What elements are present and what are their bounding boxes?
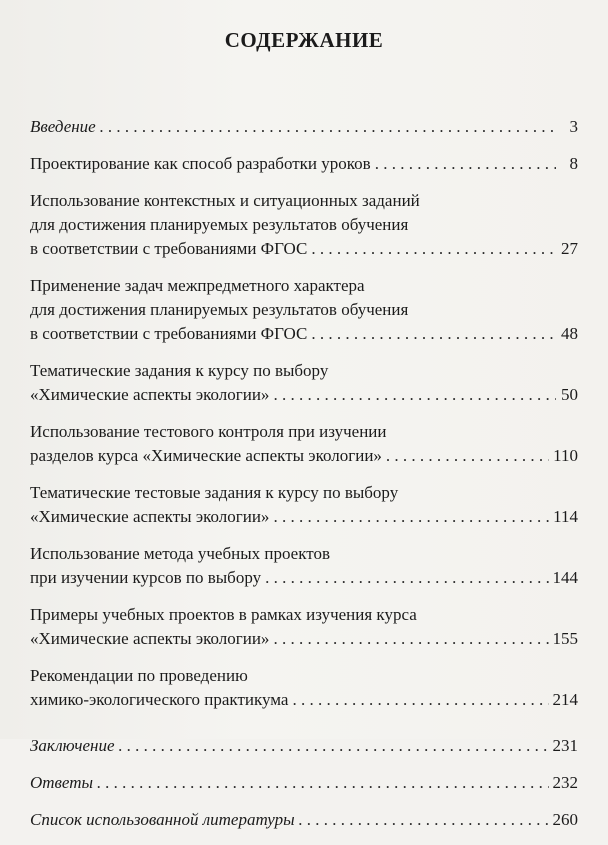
dot-leader — [273, 627, 548, 651]
toc-entry-last-line — [30, 237, 578, 261]
toc-entry — [30, 664, 578, 712]
toc-entry-line: Использование тестового контроля при изучении — [30, 422, 387, 441]
dot-leader — [311, 322, 556, 346]
toc-entry-title: в соответствии с требованиями ФГОС — [30, 324, 308, 343]
toc-entry-line: Тематические задания к курсу по выбору — [30, 361, 329, 380]
toc-entry-line: для достижения планируемых результатов обучения — [30, 300, 409, 319]
toc-page-number: 231 — [552, 736, 578, 755]
toc-entry — [30, 603, 578, 651]
toc-entry — [30, 189, 578, 261]
toc-page-number: 27 — [561, 239, 578, 258]
toc-entry-title: Заключение — [30, 736, 115, 755]
toc-entry-title: при изучении курсов по выбору — [30, 568, 262, 587]
dot-leader — [265, 566, 548, 590]
dot-leader — [273, 383, 556, 407]
toc-entry-line: Тематические тестовые задания к курсу по выбору — [30, 483, 399, 502]
toc-page-number: 232 — [552, 773, 578, 792]
toc-page-number: 114 — [553, 507, 578, 526]
table-of-contents — [30, 115, 578, 845]
page-title: СОДЕРЖАНИЕ — [224, 28, 384, 52]
toc-entry-last-line — [30, 808, 578, 832]
toc-entry-title: Введение — [30, 117, 96, 136]
toc-entry-title: Ответы — [30, 773, 94, 792]
dot-leader — [292, 688, 548, 712]
toc-entry-title: «Химические аспекты экологии» — [30, 629, 270, 648]
toc-page-number: 48 — [561, 324, 578, 343]
toc-entry-line: Применение задач межпредметного характера — [30, 276, 365, 295]
toc-entry-last-line — [30, 322, 578, 346]
toc-entry — [30, 808, 578, 832]
toc-entry-title: «Химические аспекты экологии» — [30, 385, 270, 404]
toc-entry-line: Использование метода учебных проектов — [30, 544, 330, 563]
toc-page-number: 155 — [552, 629, 578, 648]
toc-entry-last-line — [30, 383, 578, 407]
toc-entry-title: разделов курса «Химические аспекты экологии» — [30, 446, 382, 465]
toc-entry-title: Список использованной литературы — [30, 810, 295, 829]
toc-page-number: 3 — [569, 117, 578, 136]
toc-entry-last-line — [30, 152, 578, 176]
toc-entry-title: «Химические аспекты экологии» — [30, 507, 270, 526]
dot-leader — [273, 505, 549, 529]
toc-entry — [30, 771, 578, 795]
toc-entry-last-line — [30, 771, 578, 795]
dot-leader — [100, 115, 556, 139]
toc-page-number: 110 — [553, 446, 578, 465]
dot-leader — [299, 808, 549, 832]
toc-page-number: 214 — [552, 690, 578, 709]
toc-entry-line: Использование контекстных и ситуационных заданий — [30, 191, 420, 210]
toc-entry — [30, 542, 578, 590]
toc-entry-title: химико-экологического практикума — [30, 690, 289, 709]
toc-entry — [30, 481, 578, 529]
toc-entry-line: Рекомендации по проведению — [30, 666, 248, 685]
toc-page-number: 50 — [561, 385, 578, 404]
toc-entry-last-line — [30, 566, 578, 590]
toc-entry — [30, 420, 578, 468]
toc-entry-last-line — [30, 688, 578, 712]
toc-entry — [30, 359, 578, 407]
toc-entry — [30, 115, 578, 139]
dot-leader — [375, 152, 556, 176]
toc-page-number: 144 — [552, 568, 578, 587]
toc-entry — [30, 274, 578, 346]
toc-entry-last-line — [30, 115, 578, 139]
toc-entry-last-line — [30, 734, 578, 758]
dot-leader — [311, 237, 556, 261]
toc-entry — [30, 734, 578, 758]
toc-entry-line: Примеры учебных проектов в рамках изучения курса — [30, 605, 417, 624]
toc-entry-last-line — [30, 627, 578, 651]
toc-entry — [30, 152, 578, 176]
toc-entry-title: Проектирование как способ разработки уроков — [30, 154, 371, 173]
toc-entry-last-line — [30, 444, 578, 468]
toc-entry-title: в соответствии с требованиями ФГОС — [30, 239, 308, 258]
dot-leader — [386, 444, 549, 468]
dot-leader — [97, 771, 548, 795]
toc-entry-line: для достижения планируемых результатов обучения — [30, 215, 409, 234]
toc-page-number: 8 — [569, 154, 578, 173]
toc-page-number: 260 — [552, 810, 578, 829]
toc-entry-last-line — [30, 505, 578, 529]
dot-leader — [119, 734, 549, 758]
